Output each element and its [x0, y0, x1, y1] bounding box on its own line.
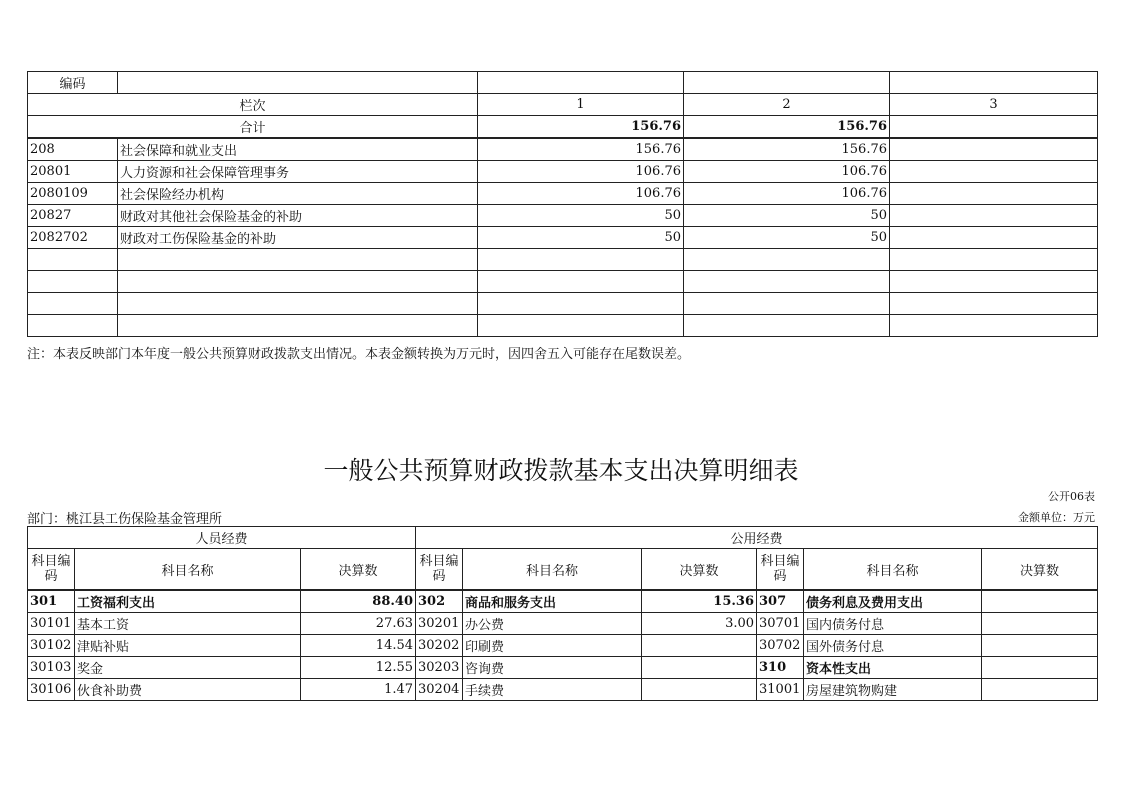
public-code: 30701	[757, 613, 804, 635]
public-code: 302	[416, 590, 463, 613]
personnel-amount: 88.40	[301, 590, 416, 613]
amount-unit-label: 金额单位：万元	[1018, 511, 1095, 524]
row-name: 人力资源和社会保障管理事务	[118, 161, 478, 183]
table-row	[28, 205, 1098, 227]
row-value	[890, 138, 1098, 161]
table-row	[28, 138, 1098, 161]
row-code: 2082702	[28, 227, 118, 249]
public-amount	[642, 635, 757, 657]
public-name: 国外债务付息	[804, 635, 982, 657]
table-note: 注：本表反映部门本年度一般公共预算财政拨款支出情况。本表金额转换为万元时，因四舍五入可能存在尾数误差。	[27, 347, 691, 362]
empty-row	[28, 315, 1098, 337]
row-code: 2080109	[28, 183, 118, 205]
public-name: 债务利息及费用支出	[804, 590, 982, 613]
row-value: 106.76	[478, 161, 684, 183]
empty-row	[28, 249, 1098, 271]
total-row: 合计 156.76 156.76	[28, 116, 1098, 139]
code-header: 编码	[28, 72, 118, 94]
public-amount	[982, 679, 1098, 701]
row-name: 财政对工伤保险基金的补助	[118, 227, 478, 249]
public-code: 30702	[757, 635, 804, 657]
public-name: 咨询费	[463, 657, 642, 679]
public-amount	[982, 590, 1098, 613]
public-name: 房屋建筑物购建	[804, 679, 982, 701]
column-number-row: 栏次 1 2 3	[28, 94, 1098, 116]
appropriation-expenditure-table	[27, 71, 1098, 337]
personnel-code: 30102	[28, 635, 75, 657]
public-amount	[982, 657, 1098, 679]
row-value: 156.76	[684, 138, 890, 161]
row-code: 20801	[28, 161, 118, 183]
row-value: 50	[684, 205, 890, 227]
public-name: 印刷费	[463, 635, 642, 657]
personnel-code: 30103	[28, 657, 75, 679]
personnel-amount: 14.54	[301, 635, 416, 657]
table-row	[28, 613, 1098, 635]
public-name: 商品和服务支出	[463, 590, 642, 613]
public-code: 31001	[757, 679, 804, 701]
row-value	[890, 183, 1098, 205]
public-amount	[642, 657, 757, 679]
table-header-row	[28, 72, 1098, 94]
public-amount	[642, 679, 757, 701]
empty-row	[28, 271, 1098, 293]
personnel-expense-header: 人员经费	[28, 527, 416, 549]
row-code: 208	[28, 138, 118, 161]
personnel-name: 奖金	[75, 657, 301, 679]
basic-expenditure-detail-table	[27, 526, 1098, 701]
personnel-code: 30101	[28, 613, 75, 635]
row-name: 社会保险经办机构	[118, 183, 478, 205]
department-label: 部门：桃江县工伤保险基金管理所	[27, 512, 223, 527]
column-header-row: 科目编码 科目名称 决算数 科目编码 科目名称 决算数 科目编码 科目名称 决算数	[28, 549, 1098, 591]
personnel-name: 基本工资	[75, 613, 301, 635]
public-code: 307	[757, 590, 804, 613]
personnel-name: 伙食补助费	[75, 679, 301, 701]
row-value: 106.76	[684, 183, 890, 205]
public-code: 30203	[416, 657, 463, 679]
public-code: 30201	[416, 613, 463, 635]
page-title: 一般公共预算财政拨款基本支出决算明细表	[323, 456, 799, 485]
public-name: 国内债务付息	[804, 613, 982, 635]
row-value: 50	[684, 227, 890, 249]
public-amount	[982, 635, 1098, 657]
row-value: 50	[478, 205, 684, 227]
public-code: 310	[757, 657, 804, 679]
empty-row	[28, 293, 1098, 315]
public-name: 资本性支出	[804, 657, 982, 679]
personnel-name: 工资福利支出	[75, 590, 301, 613]
row-name: 财政对其他社会保险基金的补助	[118, 205, 478, 227]
row-code: 20827	[28, 205, 118, 227]
public-code: 30204	[416, 679, 463, 701]
group-header-row	[28, 527, 1098, 549]
personnel-code: 30106	[28, 679, 75, 701]
personnel-amount: 12.55	[301, 657, 416, 679]
public-amount: 15.36	[642, 590, 757, 613]
row-value: 156.76	[478, 138, 684, 161]
personnel-code: 301	[28, 590, 75, 613]
public-amount	[982, 613, 1098, 635]
personnel-name: 津贴补贴	[75, 635, 301, 657]
table-row	[28, 227, 1098, 249]
table-row	[28, 657, 1098, 679]
total-label: 合计	[28, 116, 478, 139]
personnel-amount: 1.47	[301, 679, 416, 701]
public-expense-header: 公用经费	[416, 527, 1098, 549]
table-row	[28, 183, 1098, 205]
row-value: 106.76	[478, 183, 684, 205]
form-number: 公开06表	[1048, 490, 1095, 503]
columns-label: 栏次	[28, 94, 478, 116]
table-row	[28, 635, 1098, 657]
table-row	[28, 161, 1098, 183]
row-name: 社会保障和就业支出	[118, 138, 478, 161]
row-value	[890, 227, 1098, 249]
row-value	[890, 205, 1098, 227]
table-row	[28, 590, 1098, 613]
personnel-amount: 27.63	[301, 613, 416, 635]
public-code: 30202	[416, 635, 463, 657]
row-value: 50	[478, 227, 684, 249]
public-name: 办公费	[463, 613, 642, 635]
public-name: 手续费	[463, 679, 642, 701]
table-row	[28, 679, 1098, 701]
row-value	[890, 161, 1098, 183]
row-value: 106.76	[684, 161, 890, 183]
public-amount: 3.00	[642, 613, 757, 635]
